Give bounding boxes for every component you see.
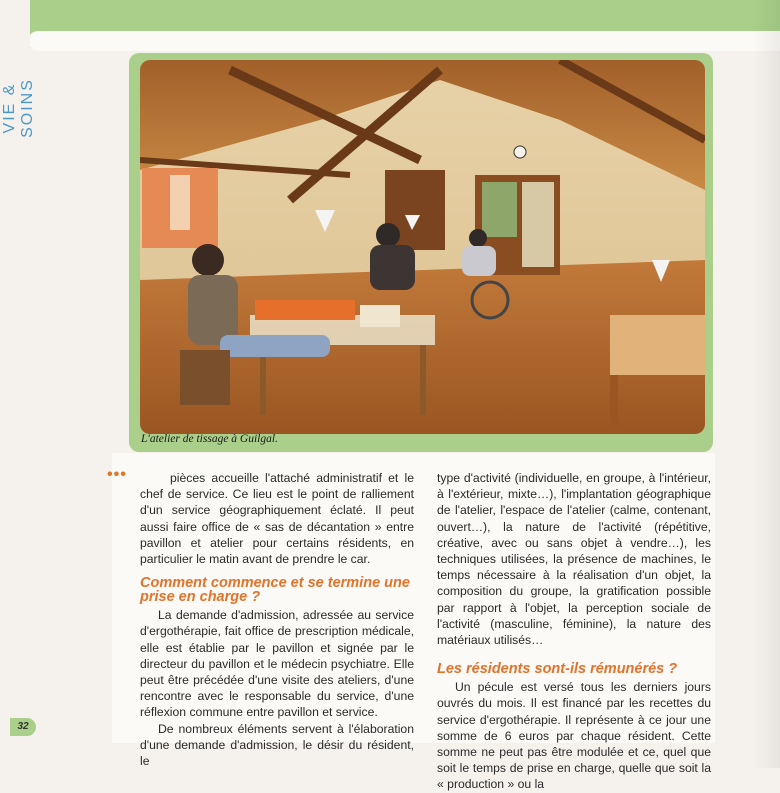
paragraph: pièces accueille l'attaché administratif et le chef de service. Ce lieu est le point de ralliement d'un service géographiquement éclaté. Il peut aussi faire office de « sas de décantation » entre pavillon et atelier pour certains résidents, en particulier le matin avant de prendre le car. bbox=[140, 471, 414, 567]
page-number: 32 bbox=[10, 718, 36, 736]
header-rule bbox=[28, 31, 780, 51]
continuation-marker: ••• bbox=[107, 466, 127, 483]
workshop-photo bbox=[140, 60, 705, 434]
left-column bbox=[140, 470, 414, 769]
paragraph: La demande d'admission, adressée au service d'ergothérapie, fait office de prescription médicale, elle est établie par le pavillon et signée par le directeur du pavillon et le médecin psychiatre. Elle peut être précédée d'une visite des ateliers, d'une rencontre avec le responsable du service, d'une réflexion commune entre pavillon et service. bbox=[140, 608, 414, 720]
photo-caption: L'atelier de tissage à Guilgal. bbox=[141, 433, 278, 445]
section-heading: Les résidents sont-ils rémunérés ? bbox=[437, 661, 678, 678]
paragraph: type d'activité (individuelle, en groupe, à l'intérieur, à l'extérieur, mixte…), l'implantation géographique de l'atelier, l'espace de l'atelier (calme, contenant, ouvert…), la nature de l'activité (répétitive, créative, avec ou sans objet à vendre…), les techniques utilisées, la présence de machines, le temps nécessaire à la réalisation d'un objet, la composition du groupe, la gratification possible par rapport à l'objet, la perception sociale de l'activité (masculine, féminine), la nature des matériaux utilisés… bbox=[437, 471, 711, 648]
section-label: VIE & SOINS bbox=[1, 78, 36, 138]
section-heading: Comment commence et se termine une prise en charge ? bbox=[140, 575, 410, 606]
paragraph: Un pécule est versé tous les derniers jours ouvrés du mois. Il est financé par les recettes du service d'ergothérapie. Il représente à ce jour une somme de 6 euros par chaque résident. Cette somme ne peut pas être modulée et ce, quel que soit le temps de prise en charge, quelle que soit la « production » ou la bbox=[437, 680, 711, 792]
paragraph: De nombreux éléments servent à l'élaboration d'une demande d'admission, le désir du résident, le bbox=[140, 721, 414, 769]
right-column bbox=[437, 470, 711, 793]
page-edge-shadow bbox=[752, 0, 780, 768]
